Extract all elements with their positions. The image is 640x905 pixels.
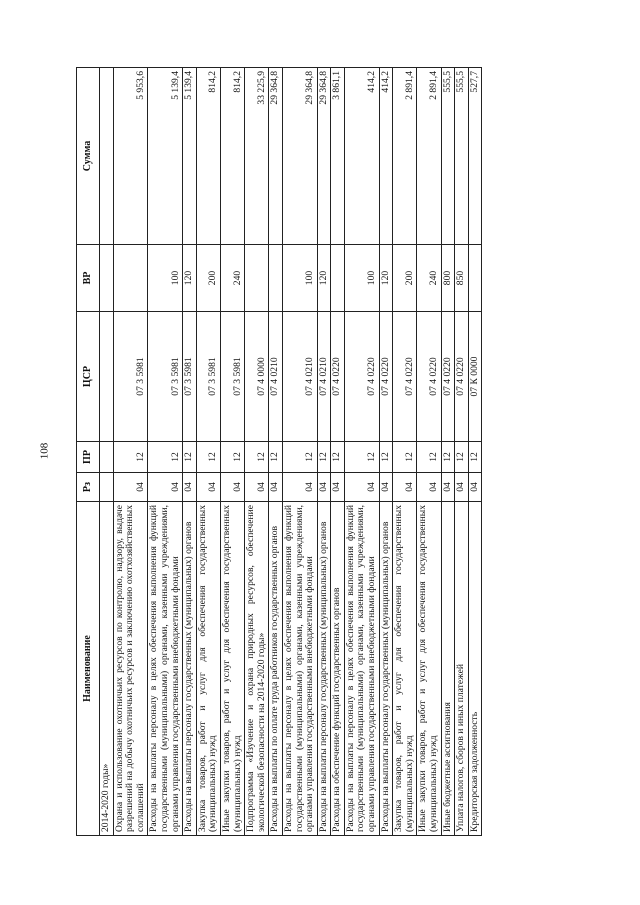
cell-sum: 5 139,4 <box>183 68 197 245</box>
cell-rz: 04 <box>282 473 317 502</box>
table-header-row <box>77 68 100 836</box>
cell-name: Иные бюджетные ассигнования <box>441 502 455 836</box>
cell-sum: 814,2 <box>196 68 220 245</box>
table-row <box>196 68 220 836</box>
cell-vr: 850 <box>455 245 469 312</box>
cell-name: Расходы на выплаты персоналу государственных (муниципальных) органов <box>317 502 331 836</box>
header-sum: Сумма <box>77 68 100 245</box>
table-row <box>468 68 482 836</box>
cell-sum <box>100 68 114 245</box>
table-row <box>379 68 393 836</box>
cell-rz: 04 <box>220 473 244 502</box>
cell-sum: 5 953,6 <box>113 68 148 245</box>
table-row <box>245 68 269 836</box>
table-row <box>417 68 441 836</box>
table-row <box>220 68 244 836</box>
cell-sum: 5 139,4 <box>148 68 183 245</box>
cell-vr: 200 <box>393 245 417 312</box>
table-row <box>282 68 317 836</box>
cell-csr: 07 4 0220 <box>441 312 455 442</box>
cell-pr: 12 <box>393 442 417 473</box>
cell-vr: 100 <box>282 245 317 312</box>
cell-pr: 12 <box>455 442 469 473</box>
cell-csr: 07 К 0000 <box>468 312 482 442</box>
cell-name: Закупка товаров, работ и услуг для обеспечения государственных (муниципальных) нужд <box>393 502 417 836</box>
cell-pr: 12 <box>317 442 331 473</box>
cell-csr: 07 3 5981 <box>196 312 220 442</box>
cell-sum: 414,2 <box>344 68 379 245</box>
cell-rz: 04 <box>183 473 197 502</box>
cell-rz: 04 <box>455 473 469 502</box>
cell-csr <box>100 312 114 442</box>
cell-name: Расходы на выплаты по оплате труда работников государственных органов <box>269 502 283 836</box>
cell-rz <box>100 473 114 502</box>
header-rz: Рз <box>77 473 100 502</box>
cell-rz: 04 <box>331 473 345 502</box>
cell-csr: 07 4 0210 <box>282 312 317 442</box>
cell-vr: 120 <box>317 245 331 312</box>
header-csr: ЦСР <box>77 312 100 442</box>
cell-vr <box>113 245 148 312</box>
header-pr: ПР <box>77 442 100 473</box>
cell-sum: 29 364,8 <box>269 68 283 245</box>
cell-pr: 12 <box>196 442 220 473</box>
table-row <box>148 68 183 836</box>
cell-vr: 200 <box>196 245 220 312</box>
cell-sum: 2 891,4 <box>393 68 417 245</box>
cell-name: Иные закупки товаров, работ и услуг для обеспечения государственных (муниципальных) нужд <box>417 502 441 836</box>
cell-vr <box>245 245 269 312</box>
cell-name: Расходы на выплаты персоналу в целях обеспечения выполнения функций государственными (муниципальными) органами, казенными учреждениями, органами управления государственными внебюджетными фондами <box>148 502 183 836</box>
cell-pr: 12 <box>441 442 455 473</box>
cell-csr: 07 3 5981 <box>113 312 148 442</box>
cell-pr: 12 <box>269 442 283 473</box>
cell-pr: 12 <box>344 442 379 473</box>
cell-sum: 527,7 <box>468 68 482 245</box>
cell-rz: 04 <box>113 473 148 502</box>
cell-name: 2014-2020 годы» <box>100 502 114 836</box>
cell-name: Уплата налогов, сборов и иных платежей <box>455 502 469 836</box>
header-vr: ВР <box>77 245 100 312</box>
cell-csr: 07 4 0220 <box>344 312 379 442</box>
table-row <box>183 68 197 836</box>
cell-csr: 07 4 0210 <box>317 312 331 442</box>
cell-pr: 12 <box>148 442 183 473</box>
cell-vr: 120 <box>183 245 197 312</box>
cell-vr <box>100 245 114 312</box>
cell-name: Расходы на выплаты персоналу в целях обеспечения выполнения функций государственными (муниципальными) органами, казенными учреждениями, органами управления государственными внебюджетными фондами <box>282 502 317 836</box>
table-row <box>317 68 331 836</box>
cell-vr: 240 <box>220 245 244 312</box>
cell-name: Охрана и использование охотничьих ресурсов по контролю, надзору, выдаче разрешений на добычу охотничьих ресурсов и заключению охотхозяйственных соглашений <box>113 502 148 836</box>
cell-csr: 07 4 0220 <box>417 312 441 442</box>
budget-table <box>76 67 482 836</box>
cell-csr: 07 4 0000 <box>245 312 269 442</box>
cell-name: Расходы на выплаты персоналу государственных (муниципальных) органов <box>379 502 393 836</box>
cell-name: Подпрограмма «Изучение и охрана природных ресурсов, обеспечение экологической безопасности на 2014-2020 годы» <box>245 502 269 836</box>
cell-rz: 04 <box>245 473 269 502</box>
table-row <box>113 68 148 836</box>
cell-name: Иные закупки товаров, работ и услуг для обеспечения государственных (муниципальных) нужд <box>220 502 244 836</box>
cell-sum: 29 364,8 <box>282 68 317 245</box>
table-body <box>100 68 482 836</box>
page-number: 108 <box>38 442 51 460</box>
cell-vr <box>468 245 482 312</box>
cell-pr <box>100 442 114 473</box>
cell-sum: 414,2 <box>379 68 393 245</box>
cell-sum: 555,5 <box>455 68 469 245</box>
cell-rz: 04 <box>269 473 283 502</box>
cell-name: Расходы на выплаты персоналу в целях обеспечения выполнения функций государственными (муниципальными) органами, казенными учреждениями, органами управления государственными внебюджетными фондами <box>344 502 379 836</box>
cell-pr: 12 <box>468 442 482 473</box>
cell-name: Закупка товаров, работ и услуг для обеспечения государственных (муниципальных) нужд <box>196 502 220 836</box>
cell-csr: 07 4 0220 <box>455 312 469 442</box>
table-row <box>441 68 455 836</box>
cell-vr: 120 <box>379 245 393 312</box>
cell-pr: 12 <box>417 442 441 473</box>
cell-sum: 33 225,9 <box>245 68 269 245</box>
cell-csr: 07 3 5981 <box>148 312 183 442</box>
cell-sum: 555,5 <box>441 68 455 245</box>
table-row <box>100 68 114 836</box>
cell-vr <box>269 245 283 312</box>
cell-rz: 04 <box>317 473 331 502</box>
cell-pr: 12 <box>282 442 317 473</box>
table-row <box>393 68 417 836</box>
cell-pr: 12 <box>220 442 244 473</box>
table-row <box>269 68 283 836</box>
cell-rz: 04 <box>417 473 441 502</box>
cell-csr: 07 3 5981 <box>183 312 197 442</box>
cell-rz: 04 <box>196 473 220 502</box>
table-row <box>331 68 345 836</box>
cell-vr: 100 <box>344 245 379 312</box>
cell-name: Кредиторская задолженность <box>468 502 482 836</box>
table-row <box>344 68 379 836</box>
cell-vr <box>331 245 345 312</box>
cell-csr: 07 4 0220 <box>393 312 417 442</box>
table-row <box>455 68 469 836</box>
cell-rz: 04 <box>468 473 482 502</box>
cell-vr: 100 <box>148 245 183 312</box>
cell-rz: 04 <box>441 473 455 502</box>
cell-sum: 3 861,1 <box>331 68 345 245</box>
cell-pr: 12 <box>183 442 197 473</box>
cell-pr: 12 <box>331 442 345 473</box>
cell-pr: 12 <box>379 442 393 473</box>
cell-name: Расходы на обеспечение функций государственных органов <box>331 502 345 836</box>
cell-pr: 12 <box>245 442 269 473</box>
cell-sum: 29 364,8 <box>317 68 331 245</box>
cell-rz: 04 <box>148 473 183 502</box>
cell-rz: 04 <box>379 473 393 502</box>
budget-table-container <box>76 68 607 836</box>
cell-sum: 814,2 <box>220 68 244 245</box>
cell-csr: 07 4 0220 <box>331 312 345 442</box>
cell-csr: 07 4 0220 <box>379 312 393 442</box>
cell-csr: 07 3 5981 <box>220 312 244 442</box>
cell-vr: 800 <box>441 245 455 312</box>
cell-vr: 240 <box>417 245 441 312</box>
cell-csr: 07 4 0210 <box>269 312 283 442</box>
cell-sum: 2 891,4 <box>417 68 441 245</box>
header-name: Наименование <box>77 502 100 836</box>
cell-rz: 04 <box>344 473 379 502</box>
cell-pr: 12 <box>113 442 148 473</box>
cell-rz: 04 <box>393 473 417 502</box>
cell-name: Расходы на выплаты персоналу государственных (муниципальных) органов <box>183 502 197 836</box>
